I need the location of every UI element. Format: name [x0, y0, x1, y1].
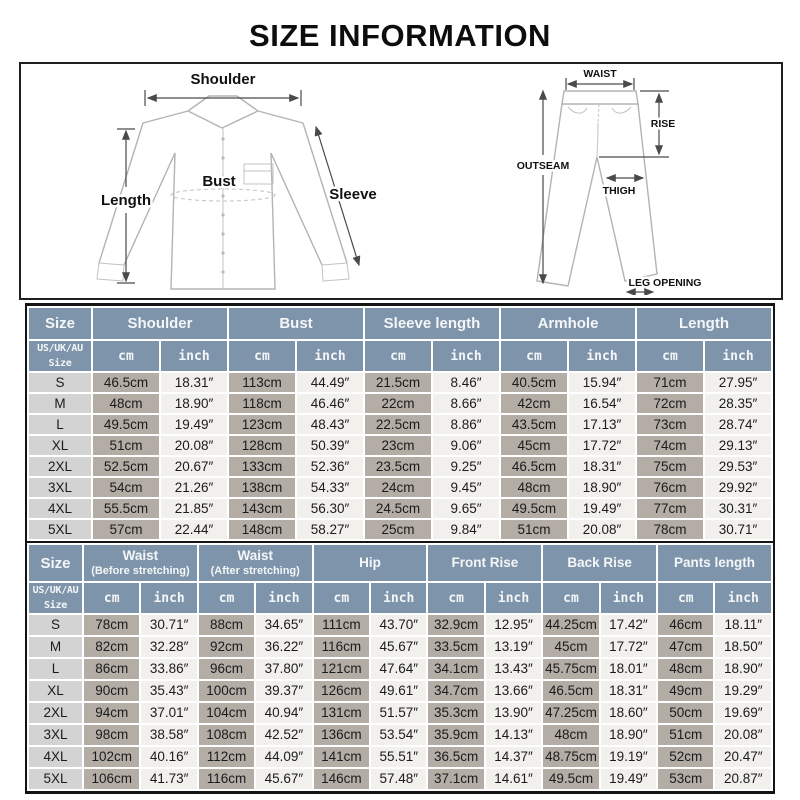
unit-header-inch: inch [256, 583, 311, 613]
inch-value-cell: 40.94″ [256, 703, 311, 723]
cm-value-cell: 36.5cm [428, 747, 483, 767]
inch-value-cell: 20.87″ [715, 769, 771, 789]
pants-crotch-seam [597, 123, 598, 157]
table-row [29, 725, 771, 745]
inch-value-cell: 19.49″ [161, 415, 227, 434]
cm-value-cell: 148cm [229, 520, 295, 539]
inch-value-cell: 44.49″ [297, 373, 363, 392]
cm-value-cell: 55.5cm [93, 499, 159, 518]
cm-value-cell: 75cm [637, 457, 703, 476]
cm-value-cell: 71cm [637, 373, 703, 392]
shirt-sleeve-label: Sleeve [329, 186, 377, 203]
cm-value-cell: 86cm [84, 659, 139, 679]
inch-value-cell: 34.65″ [256, 615, 311, 635]
inch-value-cell: 17.72″ [569, 436, 635, 455]
inch-value-cell: 30.71″ [705, 520, 771, 539]
inch-value-cell: 21.26″ [161, 478, 227, 497]
inch-value-cell: 52.36″ [297, 457, 363, 476]
shirt-collar-v [188, 111, 258, 128]
cm-value-cell: 34.7cm [428, 681, 483, 701]
cm-value-cell: 24.5cm [365, 499, 431, 518]
inch-value-cell: 51.57″ [371, 703, 426, 723]
measure-title: Armhole [537, 314, 599, 332]
page-title: SIZE INFORMATION [249, 18, 551, 53]
cm-value-cell: 52cm [658, 747, 713, 767]
cm-value-cell: 141cm [314, 747, 369, 767]
measure-column-header [658, 545, 771, 581]
shirt-bust-label: Bust [202, 173, 236, 190]
pants-legs-outline [537, 104, 657, 286]
measure-column-header [428, 545, 541, 581]
cm-value-cell: 111cm [314, 615, 369, 635]
unit-header-row [29, 341, 771, 371]
cm-value-cell: 23cm [365, 436, 431, 455]
inch-value-cell: 18.31″ [601, 681, 656, 701]
inch-value-cell: 48.43″ [297, 415, 363, 434]
cm-value-cell: 48cm [658, 659, 713, 679]
cm-value-cell: 78cm [84, 615, 139, 635]
inch-value-cell: 50.39″ [297, 436, 363, 455]
shirt-right-cuff [322, 263, 349, 281]
table-row [29, 436, 771, 455]
pants-fly [598, 104, 599, 123]
cm-value-cell: 94cm [84, 703, 139, 723]
inch-value-cell: 8.86″ [433, 415, 499, 434]
inch-value-cell: 19.19″ [601, 747, 656, 767]
inch-value-cell: 18.60″ [601, 703, 656, 723]
inch-value-cell: 38.58″ [141, 725, 196, 745]
measure-title: Waist [237, 548, 273, 564]
unit-header-cm: cm [229, 341, 295, 371]
inch-value-cell: 28.35″ [705, 394, 771, 413]
size-standard-line: Size [44, 600, 67, 611]
unit-header-inch: inch [433, 341, 499, 371]
cm-value-cell: 22.5cm [365, 415, 431, 434]
inch-value-cell: 22.44″ [161, 520, 227, 539]
inch-value-cell: 17.72″ [601, 637, 656, 657]
inch-value-cell: 46.46″ [297, 394, 363, 413]
inch-value-cell: 29.92″ [705, 478, 771, 497]
inch-value-cell: 28.74″ [705, 415, 771, 434]
inch-value-cell: 27.95″ [705, 373, 771, 392]
tops-size-table-grid [27, 306, 773, 541]
inch-value-cell: 54.33″ [297, 478, 363, 497]
cm-value-cell: 133cm [229, 457, 295, 476]
table-row [29, 659, 771, 679]
unit-header-inch: inch [161, 341, 227, 371]
size-standard-subheader [29, 583, 82, 613]
unit-header-cm: cm [365, 341, 431, 371]
measurement-diagrams [19, 62, 783, 300]
cm-value-cell: 118cm [229, 394, 295, 413]
size-cell: 4XL [29, 499, 91, 518]
cm-value-cell: 49.5cm [501, 499, 567, 518]
cm-value-cell: 35.9cm [428, 725, 483, 745]
cm-value-cell: 45cm [543, 637, 598, 657]
cm-value-cell: 53cm [658, 769, 713, 789]
cm-value-cell: 76cm [637, 478, 703, 497]
inch-value-cell: 18.50″ [715, 637, 771, 657]
pants-pockets [568, 107, 631, 113]
cm-value-cell: 51cm [93, 436, 159, 455]
cm-value-cell: 51cm [658, 725, 713, 745]
cm-value-cell: 121cm [314, 659, 369, 679]
inch-value-cell: 43.70″ [371, 615, 426, 635]
pants-measurement-diagram [447, 65, 779, 295]
size-cell: XL [29, 681, 82, 701]
cm-value-cell: 98cm [84, 725, 139, 745]
inch-value-cell: 30.31″ [705, 499, 771, 518]
inch-value-cell: 18.01″ [601, 659, 656, 679]
inch-value-cell: 20.67″ [161, 457, 227, 476]
unit-header-cm: cm [314, 583, 369, 613]
inch-value-cell: 8.46″ [433, 373, 499, 392]
inch-value-cell: 17.13″ [569, 415, 635, 434]
inch-value-cell: 30.71″ [141, 615, 196, 635]
cm-value-cell: 123cm [229, 415, 295, 434]
cm-value-cell: 126cm [314, 681, 369, 701]
unit-header-cm: cm [84, 583, 139, 613]
cm-value-cell: 82cm [84, 637, 139, 657]
cm-value-cell: 77cm [637, 499, 703, 518]
cm-value-cell: 48cm [501, 478, 567, 497]
size-column-header: Size [29, 308, 91, 339]
inch-value-cell: 18.90″ [161, 394, 227, 413]
cm-value-cell: 43.5cm [501, 415, 567, 434]
cm-value-cell: 24cm [365, 478, 431, 497]
size-cell: 5XL [29, 520, 91, 539]
inch-value-cell: 14.61″ [486, 769, 541, 789]
measure-column-header [501, 308, 635, 339]
cm-value-cell: 44.25cm [543, 615, 598, 635]
inch-value-cell: 19.69″ [715, 703, 771, 723]
size-cell: S [29, 373, 91, 392]
inch-value-cell: 17.42″ [601, 615, 656, 635]
inch-value-cell: 9.45″ [433, 478, 499, 497]
inch-value-cell: 16.54″ [569, 394, 635, 413]
inch-value-cell: 53.54″ [371, 725, 426, 745]
cm-value-cell: 49cm [658, 681, 713, 701]
inch-value-cell: 13.19″ [486, 637, 541, 657]
measure-title: Shoulder [127, 314, 193, 332]
inch-value-cell: 39.37″ [256, 681, 311, 701]
cm-value-cell: 45.75cm [543, 659, 598, 679]
inch-value-cell: 18.31″ [161, 373, 227, 392]
inch-value-cell: 14.37″ [486, 747, 541, 767]
size-standard-line: US/UK/AU [37, 343, 83, 354]
size-cell: 2XL [29, 457, 91, 476]
cm-value-cell: 22cm [365, 394, 431, 413]
inch-value-cell: 42.52″ [256, 725, 311, 745]
cm-value-cell: 25cm [365, 520, 431, 539]
cm-value-cell: 116cm [314, 637, 369, 657]
cm-value-cell: 146cm [314, 769, 369, 789]
inch-value-cell: 8.66″ [433, 394, 499, 413]
cm-value-cell: 49.5cm [93, 415, 159, 434]
size-cell: 3XL [29, 725, 82, 745]
measure-title: Bust [279, 314, 313, 332]
pants-waistband [562, 91, 638, 104]
size-cell: XL [29, 436, 91, 455]
cm-value-cell: 21.5cm [365, 373, 431, 392]
measure-title: Front Rise [451, 555, 519, 571]
inch-value-cell: 9.84″ [433, 520, 499, 539]
cm-value-cell: 32.9cm [428, 615, 483, 635]
inch-value-cell: 33.86″ [141, 659, 196, 679]
inch-value-cell: 18.11″ [715, 615, 771, 635]
inch-value-cell: 18.31″ [569, 457, 635, 476]
unit-header-cm: cm [501, 341, 567, 371]
unit-header-inch: inch [297, 341, 363, 371]
unit-header-cm: cm [543, 583, 598, 613]
size-cell: 5XL [29, 769, 82, 789]
unit-header-cm: cm [93, 341, 159, 371]
cm-value-cell: 50cm [658, 703, 713, 723]
inch-value-cell: 19.49″ [601, 769, 656, 789]
inch-value-cell: 13.43″ [486, 659, 541, 679]
cm-value-cell: 113cm [229, 373, 295, 392]
cm-value-cell: 49.5cm [543, 769, 598, 789]
inch-value-cell: 21.85″ [161, 499, 227, 518]
unit-header-inch: inch [715, 583, 771, 613]
inch-value-cell: 45.67″ [371, 637, 426, 657]
size-tables [25, 303, 775, 794]
inch-value-cell: 13.90″ [486, 703, 541, 723]
inch-value-cell: 29.13″ [705, 436, 771, 455]
cm-value-cell: 143cm [229, 499, 295, 518]
measure-subtitle: (Before stretching) [91, 564, 190, 577]
inch-value-cell: 13.66″ [486, 681, 541, 701]
measure-title: Sleeve length [383, 314, 481, 332]
size-cell: M [29, 394, 91, 413]
cm-value-cell: 74cm [637, 436, 703, 455]
measure-title: Length [679, 314, 729, 332]
size-cell: M [29, 637, 82, 657]
table-row [29, 703, 771, 723]
cm-value-cell: 45cm [501, 436, 567, 455]
cm-value-cell: 90cm [84, 681, 139, 701]
shirt-left-cuff [97, 263, 124, 281]
size-cell: 2XL [29, 703, 82, 723]
table-row [29, 681, 771, 701]
measure-column-header [84, 545, 197, 581]
cm-value-cell: 48.75cm [543, 747, 598, 767]
size-cell: 3XL [29, 478, 91, 497]
cm-value-cell: 104cm [199, 703, 254, 723]
cm-value-cell: 57cm [93, 520, 159, 539]
cm-value-cell: 48cm [93, 394, 159, 413]
cm-value-cell: 96cm [199, 659, 254, 679]
cm-value-cell: 46.5cm [93, 373, 159, 392]
table-row [29, 457, 771, 476]
measure-column-header [637, 308, 771, 339]
size-cell: L [29, 415, 91, 434]
size-cell: 4XL [29, 747, 82, 767]
size-cell: L [29, 659, 82, 679]
measure-title: Back Rise [567, 555, 632, 571]
measure-column-header [365, 308, 499, 339]
inch-value-cell: 20.08″ [569, 520, 635, 539]
cm-value-cell: 102cm [84, 747, 139, 767]
unit-header-cm: cm [658, 583, 713, 613]
cm-value-cell: 116cm [199, 769, 254, 789]
unit-header-inch: inch [601, 583, 656, 613]
cm-value-cell: 46.5cm [501, 457, 567, 476]
inch-value-cell: 12.95″ [486, 615, 541, 635]
cm-value-cell: 88cm [199, 615, 254, 635]
unit-header-row [29, 583, 771, 613]
inch-value-cell: 44.09″ [256, 747, 311, 767]
unit-header-cm: cm [637, 341, 703, 371]
inch-value-cell: 19.29″ [715, 681, 771, 701]
cm-value-cell: 46.5cm [543, 681, 598, 701]
cm-value-cell: 54cm [93, 478, 159, 497]
inch-value-cell: 41.73″ [141, 769, 196, 789]
table-row [29, 615, 771, 635]
inch-value-cell: 20.08″ [161, 436, 227, 455]
pants-waist-label: WAIST [583, 68, 617, 80]
table-row [29, 499, 771, 518]
table-row [29, 478, 771, 497]
inch-value-cell: 37.80″ [256, 659, 311, 679]
cm-value-cell: 78cm [637, 520, 703, 539]
cm-value-cell: 23.5cm [365, 457, 431, 476]
size-standard-line: US/UK/AU [32, 585, 79, 596]
table-row [29, 637, 771, 657]
shirt-length-label: Length [101, 192, 151, 209]
measure-column-header [543, 545, 656, 581]
cm-value-cell: 35.3cm [428, 703, 483, 723]
inch-value-cell: 9.06″ [433, 436, 499, 455]
cm-value-cell: 138cm [229, 478, 295, 497]
inch-value-cell: 20.08″ [715, 725, 771, 745]
inch-value-cell: 47.64″ [371, 659, 426, 679]
size-cell: S [29, 615, 82, 635]
table-row [29, 747, 771, 767]
cm-value-cell: 47.25cm [543, 703, 598, 723]
inch-value-cell: 55.51″ [371, 747, 426, 767]
cm-value-cell: 48cm [543, 725, 598, 745]
cm-value-cell: 46cm [658, 615, 713, 635]
unit-header-inch: inch [486, 583, 541, 613]
inch-value-cell: 35.43″ [141, 681, 196, 701]
column-header-row [29, 545, 771, 581]
measure-column-header [229, 308, 363, 339]
inch-value-cell: 49.61″ [371, 681, 426, 701]
cm-value-cell: 42cm [501, 394, 567, 413]
shirt-shoulder-seams [143, 111, 303, 123]
shirt-shoulder-label: Shoulder [190, 71, 256, 88]
table-row [29, 415, 771, 434]
inch-value-cell: 58.27″ [297, 520, 363, 539]
cm-value-cell: 100cm [199, 681, 254, 701]
table-row [29, 394, 771, 413]
cm-value-cell: 136cm [314, 725, 369, 745]
inch-value-cell: 36.22″ [256, 637, 311, 657]
cm-value-cell: 128cm [229, 436, 295, 455]
inch-value-cell: 18.90″ [569, 478, 635, 497]
cm-value-cell: 51cm [501, 520, 567, 539]
inch-value-cell: 9.65″ [433, 499, 499, 518]
table-row [29, 769, 771, 789]
cm-value-cell: 34.1cm [428, 659, 483, 679]
shirt-pocket [244, 164, 273, 184]
pants-leg-opening-label: LEG OPENING [628, 277, 702, 289]
table-row [29, 373, 771, 392]
unit-header-cm: cm [428, 583, 483, 613]
inch-value-cell: 56.30″ [297, 499, 363, 518]
cm-value-cell: 106cm [84, 769, 139, 789]
cm-value-cell: 47cm [658, 637, 713, 657]
inch-value-cell: 18.90″ [601, 725, 656, 745]
inch-value-cell: 45.67″ [256, 769, 311, 789]
size-column-header: Size [29, 545, 82, 581]
inch-value-cell: 20.47″ [715, 747, 771, 767]
unit-header-inch: inch [371, 583, 426, 613]
inch-value-cell: 37.01″ [141, 703, 196, 723]
pants-thigh-label: THIGH [602, 185, 636, 197]
measure-subtitle: (After stretching) [210, 564, 300, 577]
unit-header-cm: cm [199, 583, 254, 613]
cm-value-cell: 40.5cm [501, 373, 567, 392]
unit-header-inch: inch [569, 341, 635, 371]
inch-value-cell: 18.90″ [715, 659, 771, 679]
inch-value-cell: 15.94″ [569, 373, 635, 392]
cm-value-cell: 92cm [199, 637, 254, 657]
size-standard-line: Size [48, 358, 72, 369]
cm-value-cell: 108cm [199, 725, 254, 745]
pants-outseam-label: OUTSEAM [516, 160, 570, 172]
cm-value-cell: 52.5cm [93, 457, 159, 476]
shirt-measurement-diagram [23, 65, 415, 295]
cm-value-cell: 112cm [199, 747, 254, 767]
pants-rise-label: RISE [650, 118, 676, 130]
table-row [29, 520, 771, 539]
cm-value-cell: 33.5cm [428, 637, 483, 657]
cm-value-cell: 72cm [637, 394, 703, 413]
inch-value-cell: 32.28″ [141, 637, 196, 657]
inch-value-cell: 29.53″ [705, 457, 771, 476]
measure-title: Waist [122, 548, 159, 564]
measure-column-header [93, 308, 227, 339]
cm-value-cell: 37.1cm [428, 769, 483, 789]
cm-value-cell: 73cm [637, 415, 703, 434]
measure-title: Pants length [674, 555, 756, 571]
measure-column-header [314, 545, 427, 581]
pants-size-table [27, 543, 773, 791]
tops-size-table [27, 306, 773, 541]
inch-value-cell: 40.16″ [141, 747, 196, 767]
measure-column-header [199, 545, 312, 581]
cm-value-cell: 131cm [314, 703, 369, 723]
unit-header-inch: inch [705, 341, 771, 371]
measure-title: Hip [359, 555, 381, 571]
pants-size-table-grid [27, 543, 773, 791]
unit-header-inch: inch [141, 583, 196, 613]
inch-value-cell: 57.48″ [371, 769, 426, 789]
inch-value-cell: 9.25″ [433, 457, 499, 476]
size-standard-subheader [29, 341, 91, 371]
column-header-row [29, 308, 771, 339]
inch-value-cell: 14.13″ [486, 725, 541, 745]
inch-value-cell: 19.49″ [569, 499, 635, 518]
